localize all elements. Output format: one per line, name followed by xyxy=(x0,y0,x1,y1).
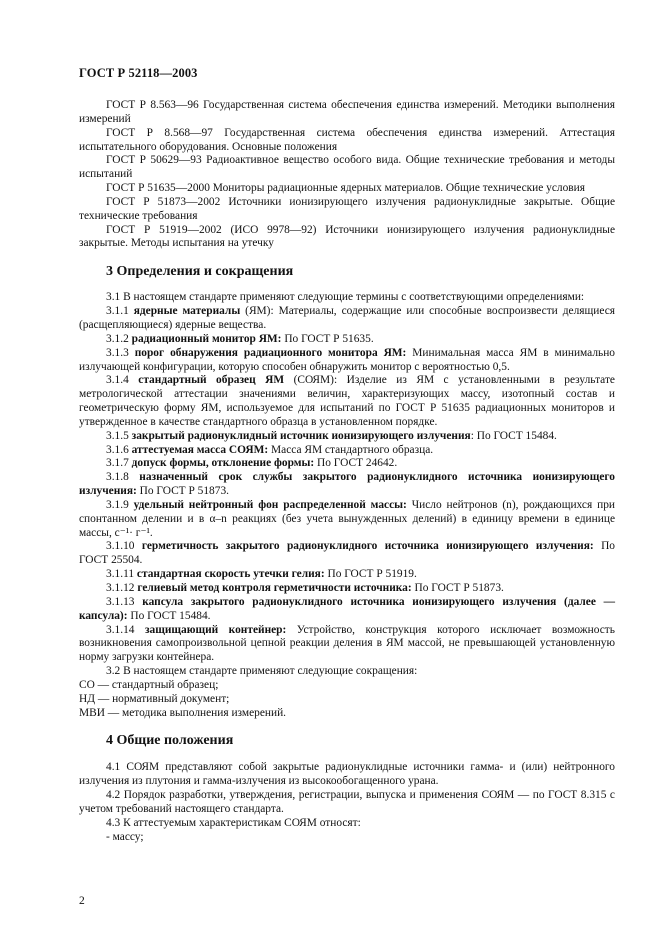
term-body: (ЯМ): Материалы, содержащие или способные воспроизвести делящиеся (расщепляющиеся) ядерные вещества. xyxy=(79,305,615,331)
term-body: По ГОСТ Р 51919. xyxy=(324,568,417,581)
reference-item: ГОСТ Р 50629—93 Радиоактивное вещество особого вида. Общие технические требования и методы испытаний xyxy=(79,154,615,181)
reference-item: ГОСТ Р 51919—2002 (ИСО 9978—92) Источники ионизирующего излучения радионуклидные закрытые. Методы испытания на утечку xyxy=(79,223,615,250)
section-4-paragraph: 4.2 Порядок разработки, утверждения, регистрации, выпуска и применения СОЯМ — по ГОСТ 8.315 с учетом требований настоящего стандарта. xyxy=(79,789,615,815)
term-name: радиационный монитор ЯМ: xyxy=(131,332,282,345)
page-number: 2 xyxy=(79,895,85,907)
term-name: порог обнаружения радиационного монитора ЯМ: xyxy=(134,346,407,359)
term-definition xyxy=(79,624,615,666)
term-number: 3.1.10 xyxy=(106,540,135,553)
reference-item: ГОСТ Р 51873—2002 Источники ионизирующего излучения радионуклидные закрытые. Общие технические требования xyxy=(79,195,615,222)
term-body: По ГОСТ 24642. xyxy=(314,457,398,470)
term-body: Число нейтронов (n), рождающихся при спонтанном делении и в α–n реакциях (без учета вынужденных делений) в единицу времени в единице массы, c⁻¹· г⁻¹. xyxy=(79,498,615,539)
term-name: стандартная скорость утечки гелия: xyxy=(136,568,325,581)
term-number: 3.1.8 xyxy=(106,471,129,484)
section-4-paragraph: 4.1 СОЯМ представляют собой закрытые радионуклидные источники гамма- и (или) нейтронного излучения из плутония и гамма-излучения из высокообогащенного урана. xyxy=(79,761,615,788)
term-name: допуск формы, отклонение формы: xyxy=(131,457,315,470)
term-name: герметичность закрытого радионуклидного источника ионизирующего излучения: xyxy=(141,540,594,553)
term-name: назначенный срок службы закрытого радионуклидного источника ионизирующего излучения: xyxy=(79,471,615,498)
abbreviation-item: СО — стандартный образец; xyxy=(79,678,219,691)
term-body: : По ГОСТ 15484. xyxy=(470,429,557,442)
term-body: Устройство, конструкция которого исключает возможность возникновения самопроизвольной цепной реакции деления в ЯМ массой, не превышающей установленную норму загрузки контейнера. xyxy=(79,623,615,664)
term-definition xyxy=(79,444,615,458)
abbreviation-item: МВИ — методика выполнения измерений. xyxy=(79,706,287,719)
term-number: 3.1.2 xyxy=(106,332,129,345)
term-number: 3.1.5 xyxy=(106,429,129,442)
term-definition xyxy=(79,596,615,624)
section-3-intro: 3.1 В настоящем стандарте применяют следующие термины с соответствующими определениями: xyxy=(106,291,585,304)
term-name: гелиевый метод контроля герметичности источника: xyxy=(137,582,412,594)
term-body: (СОЯМ): Изделие из ЯМ с установленными в результате метрологической аттестации значениями величин, характеризующих массу, изотопный состав и геометрическую форму ЯМ, используемое для испытаний по ГОСТ Р 51635 радиационных мониторов и утвержденное в качестве стандартного образца в установленном порядке. xyxy=(79,374,615,428)
term-number: 3.1.4 xyxy=(106,374,129,387)
term-body: Масса ЯМ стандартного образца. xyxy=(268,443,434,456)
term-definition xyxy=(79,430,615,444)
term-number: 3.1.9 xyxy=(106,498,129,511)
term-definition xyxy=(79,471,615,499)
term-number: 3.1.3 xyxy=(106,346,129,359)
term-body: По ГОСТ Р 51873. xyxy=(411,582,504,594)
term-body: По ГОСТ 25504. xyxy=(79,540,616,567)
term-definition xyxy=(79,568,615,582)
abbreviations-intro: 3.2 В настоящем стандарте применяют следующие сокращения: xyxy=(106,665,418,678)
term-body: По ГОСТ Р 51873. xyxy=(136,485,229,498)
term-name: ядерные материалы xyxy=(133,305,241,318)
term-number: 3.1.12 xyxy=(106,582,135,594)
term-definition xyxy=(79,540,615,568)
term-number: 3.1.11 xyxy=(106,568,135,581)
term-number: 3.1.13 xyxy=(106,595,135,608)
term-number: 3.1.1 xyxy=(106,305,129,318)
term-definition xyxy=(79,499,615,541)
term-definition xyxy=(79,582,615,596)
term-name: капсула закрытого радионуклидного источника ионизирующего излучения (далее — капсула): xyxy=(79,595,615,622)
term-body: По ГОСТ 15484. xyxy=(127,609,211,622)
section-3-heading: 3 Определения и сокращения xyxy=(106,264,294,280)
reference-item: ГОСТ Р 51635—2000 Мониторы радиационные ядерных материалов. Общие технические условия xyxy=(106,182,585,195)
reference-item: ГОСТ Р 8.568—97 Государственная система обеспечения единства измерений. Аттестация испытательного оборудования. Основные положения xyxy=(79,126,615,153)
document-header: ГОСТ Р 52118—2003 xyxy=(79,66,198,80)
term-body: По ГОСТ Р 51635. xyxy=(281,332,374,345)
term-definition xyxy=(79,333,615,347)
term-body: Минимальная масса ЯМ в минимально излучающей конфигурации, которую способен обнаружить монитор с вероятностью 0,5. xyxy=(79,346,615,373)
term-definition xyxy=(79,347,615,375)
term-name: закрытый радионуклидный источник ионизирующего излучения xyxy=(131,429,471,442)
term-definition xyxy=(79,305,615,333)
term-definition xyxy=(79,374,615,429)
term-name: стандартный образец ЯМ xyxy=(138,374,285,387)
term-name: защищающий контейнер: xyxy=(144,623,287,636)
section-4-paragraph: 4.3 К аттестуемым характеристикам СОЯМ относят: xyxy=(106,816,361,829)
section-4-heading: 4 Общие положения xyxy=(106,733,234,749)
term-number: 3.1.7 xyxy=(106,457,129,470)
term-number: 3.1.6 xyxy=(106,443,129,456)
list-item: - массу; xyxy=(106,830,144,843)
reference-item: ГОСТ Р 8.563—96 Государственная система обеспечения единства измерений. Методики выполнения измерений xyxy=(79,99,615,125)
term-name: удельный нейтронный фон распределенной массы: xyxy=(133,498,407,511)
page-content xyxy=(79,99,615,845)
term-definition xyxy=(79,457,615,471)
term-name: аттестуемая масса СОЯМ: xyxy=(131,443,269,456)
term-number: 3.1.14 xyxy=(106,623,135,636)
abbreviation-item: НД — нормативный документ; xyxy=(79,692,230,705)
